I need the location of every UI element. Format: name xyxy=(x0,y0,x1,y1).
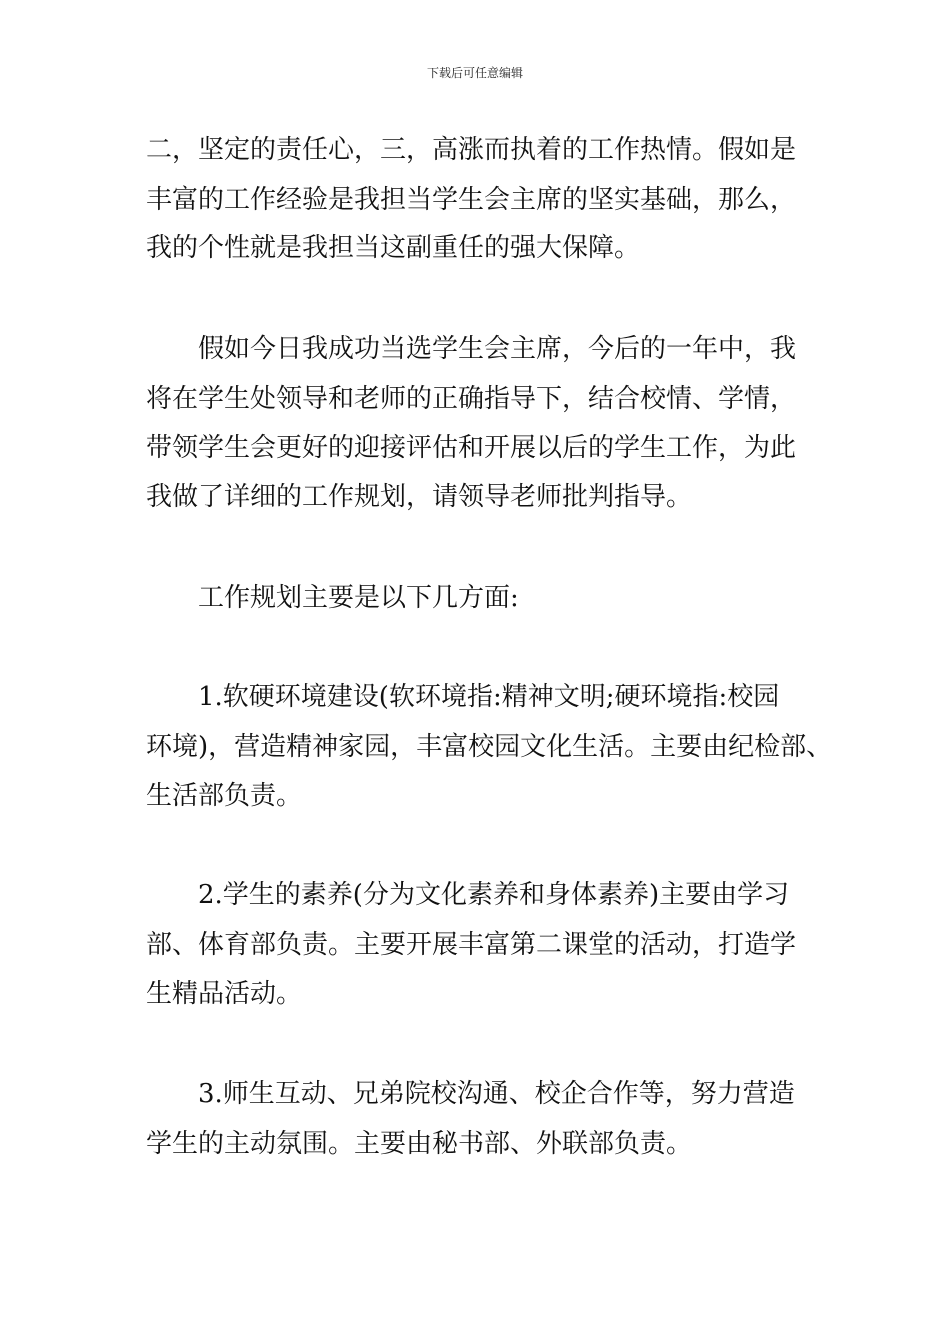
paragraph-line: 部、体育部负责。主要开展丰富第二课堂的活动，打造学 xyxy=(146,930,797,960)
paragraph-line: 二，坚定的责任心，三，高涨而执着的工作热情。假如是 xyxy=(146,135,797,165)
paragraph-line: 2.学生的素养(分为文化素养和身体素养)主要由学习 xyxy=(198,880,790,910)
paragraph-line: 1.软硬环境建设(软环境指:精神文明;硬环境指:校园 xyxy=(198,682,780,712)
paragraph-line: 工作规划主要是以下几方面: xyxy=(198,583,519,613)
paragraph-line: 我做了详细的工作规划，请领导老师批判指导。 xyxy=(146,482,693,512)
paragraph-line: 丰富的工作经验是我担当学生会主席的坚实基础，那么， xyxy=(146,185,797,215)
paragraph-line: 生活部负责。 xyxy=(146,781,303,811)
paragraph-line: 我的个性就是我担当这副重任的强大保障。 xyxy=(146,233,641,263)
paragraph-line: 将在学生处领导和老师的正确指导下，结合校情、学情， xyxy=(146,384,797,414)
page-header-note: 下载后可任意编辑 xyxy=(426,66,523,80)
paragraph-line: 生精品活动。 xyxy=(146,979,303,1009)
paragraph-line: 带领学生会更好的迎接评估和开展以后的学生工作，为此 xyxy=(146,433,797,463)
paragraph-line: 3.师生互动、兄弟院校沟通、校企合作等，努力营造 xyxy=(198,1079,795,1109)
paragraph-line: 环境)，营造精神家园，丰富校园文化生活。主要由纪检部、 xyxy=(146,732,833,762)
paragraph-line: 学生的主动氛围。主要由秘书部、外联部负责。 xyxy=(146,1129,693,1159)
paragraph-line: 假如今日我成功当选学生会主席，今后的一年中，我 xyxy=(198,334,797,364)
